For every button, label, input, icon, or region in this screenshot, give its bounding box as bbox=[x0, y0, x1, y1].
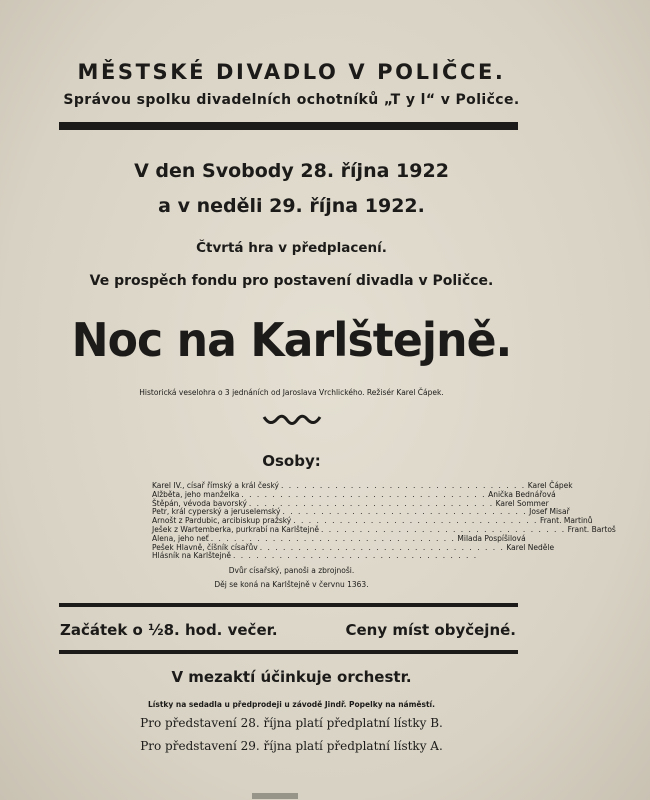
orchestra-note: V mezaktí účinkuje orchestr. bbox=[171, 668, 412, 686]
cast-actor: Karel Neděle bbox=[506, 542, 555, 552]
cast-leader-dots: . . . . . . . . . . . . . . . . . . . . . . . . . . . . . . . . bbox=[281, 481, 526, 490]
cast-role: Alena, jeho neť bbox=[152, 533, 209, 543]
cast-role: Arnošt z Pardubic, arcibiskup pražský bbox=[152, 516, 292, 526]
cast-actor: Frant. Bartoš bbox=[567, 524, 616, 534]
printer-stamp bbox=[252, 793, 298, 799]
play-title: Noc na Karlštejně. bbox=[71, 313, 512, 367]
play-subtitle: Historická veselohra o 3 jednáních od Jaroslava Vrchlického. Režisér Karel Čápek. bbox=[139, 388, 444, 397]
header-divider bbox=[59, 122, 518, 130]
cast-role: Alžběta, jeho manželka bbox=[152, 489, 240, 499]
theatre-title: MĚSTSKÉ DIVADLO V POLIČCE. bbox=[77, 60, 506, 84]
divider-bottom bbox=[59, 650, 518, 654]
cast-actor bbox=[480, 552, 562, 561]
start-time: Začátek o ½8. hod. večer. bbox=[60, 621, 278, 639]
cast-actor: Josef Misař bbox=[529, 507, 570, 517]
cast-role: Ješek z Wartemberka, purkrabí na Karlštejně bbox=[152, 524, 319, 534]
cast-actor: Milada Pospíšilová bbox=[457, 533, 526, 543]
ornament-swirl bbox=[262, 411, 322, 429]
date-line-1: V den Svobody 28. října 1922 bbox=[134, 160, 449, 182]
cast-leader-dots: . . . . . . . . . . . . . . . . . . . . . . . . . . . . . . . . bbox=[259, 542, 505, 552]
ticket-sales-note: Lístky na sedadla u předprodeji u závodě Jindř. Popelky na náměstí. bbox=[148, 700, 435, 709]
scene-note: Děj se koná na Karlštejně v červnu 1363. bbox=[214, 580, 369, 589]
cast-leader-dots: . . . . . . . . . . . . . . . . . . . . . . . . . . . . . . . . bbox=[282, 507, 528, 517]
cast-leader-dots: . . . . . . . . . . . . . . . . . . . . . . . . . . . . . . . . bbox=[210, 533, 456, 543]
cast-heading: Osoby: bbox=[262, 452, 321, 470]
cast-role: Hlásník na Karlštejně bbox=[152, 551, 231, 561]
cast-row bbox=[152, 551, 478, 561]
cast-actor: Anička Bednářová bbox=[488, 489, 556, 499]
cast-role: Pešek Hlavně, číšník císařův bbox=[152, 542, 258, 552]
ornament bbox=[0, 411, 583, 433]
cast-leader-dots: . . . . . . . . . . . . . . . . . . . . . . . . . . . . . . . . bbox=[233, 551, 478, 561]
cast-leader-dots: . . . . . . . . . . . . . . . . . . . . . . . . . . . . . . . . bbox=[241, 489, 487, 499]
cast-actor: Frant. Martinů bbox=[539, 516, 593, 526]
cast-role: Štěpán, vévoda bavorský bbox=[152, 498, 247, 508]
cast-role: Petr, král cyperský a jeruselemský bbox=[152, 507, 281, 517]
subscription-note: Čtvrtá hra v předplacení. bbox=[196, 240, 387, 256]
extras-note: Dvůr císařský, panoši a zbrojnoši. bbox=[228, 566, 355, 575]
cast-actor: Karel Sommer bbox=[495, 498, 549, 508]
cast-actor: Karel Čápek bbox=[527, 481, 573, 490]
cast-leader-dots: . . . . . . . . . . . . . . . . . . . . . . . . . . . . . . . . bbox=[293, 516, 538, 526]
ticket-prices: Ceny míst obyčejné. bbox=[345, 621, 516, 639]
cast-role: Karel IV., císař římský a král český bbox=[152, 481, 279, 490]
cast-leader-dots: . . . . . . . . . . . . . . . . . . . . . . . . . . . . . . . . bbox=[320, 524, 566, 534]
performance-note-28: Pro představení 28. října platí předplatní lístky B. bbox=[140, 716, 443, 730]
date-line-2: a v neděli 29. října 1922. bbox=[158, 195, 425, 217]
divider-top bbox=[59, 603, 518, 607]
cast-leader-dots: . . . . . . . . . . . . . . . . . . . . . . . . . . . . . . . . bbox=[248, 498, 494, 508]
cast-list bbox=[152, 481, 616, 561]
benefit-note: Ve prospěch fondu pro postavení divadla v Poličce. bbox=[89, 273, 494, 289]
theatre-subtitle: Správou spolku divadelních ochotníků „T y l“ v Poličce. bbox=[63, 92, 520, 108]
performance-note-29: Pro představení 29. října platí předplatní lístky A. bbox=[140, 739, 443, 753]
